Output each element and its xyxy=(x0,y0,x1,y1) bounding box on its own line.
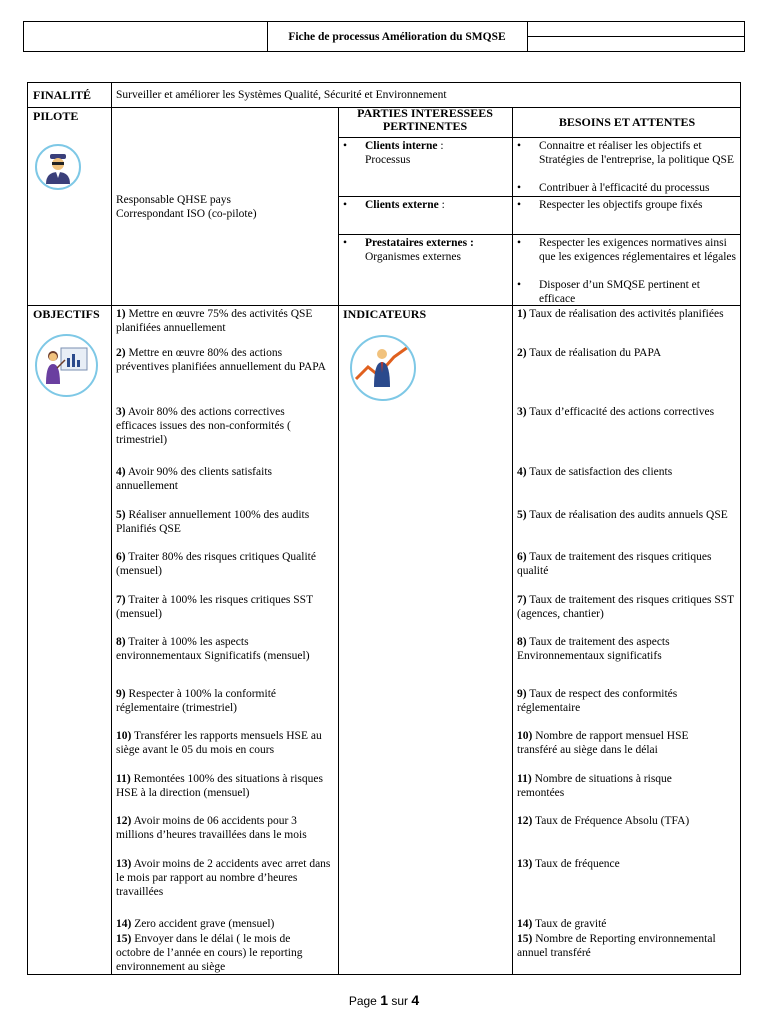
row-divider xyxy=(338,137,740,138)
row-divider xyxy=(338,196,740,197)
indicateur-item-8: 8) Taux de traitement des aspects Environnementaux significatifs xyxy=(517,636,670,662)
pilote-label: PILOTE xyxy=(33,109,79,123)
col-divider xyxy=(512,107,513,974)
indicateur-item-10: 10) Nombre de rapport mensuel HSE transféré au siège dans le délai xyxy=(517,730,689,756)
objectif-item-14: 14) Zero accident grave (mensuel) xyxy=(116,918,275,930)
objectif-item-5: 5) Réaliser annuellement 100% des audits Planifiés QSE xyxy=(116,509,310,535)
presentation-chart-icon xyxy=(35,334,98,397)
indicateur-item-2: 2) Taux de réalisation du PAPA xyxy=(517,347,662,359)
indicateur-item-15: 15) Nombre de Reporting environnemental annuel transféré xyxy=(517,933,716,959)
indicateur-item-11: 11) Nombre de situations à risque remontées xyxy=(517,773,672,799)
col-divider xyxy=(338,107,339,974)
indicateur-item-4: 4) Taux de satisfaction des clients xyxy=(517,466,673,478)
total-pages: 4 xyxy=(411,992,420,1008)
document-title: Fiche de processus Amélioration du SMQSE xyxy=(267,22,528,51)
objectif-item-1: 1) Mettre en œuvre 75% des activités QSE planifiées annuellement xyxy=(116,308,313,334)
indicateurs-label: INDICATEURS xyxy=(343,307,427,321)
objectif-item-11: 11) Remontées 100% des situations à risques HSE à la direction (mensuel) xyxy=(116,773,323,799)
process-table xyxy=(27,82,741,975)
current-page: 1 xyxy=(380,992,388,1008)
indicateur-item-12: 12) Taux de Fréquence Absolu (TFA) xyxy=(517,815,690,827)
partie-prestataires: • Prestataires externes : xyxy=(365,236,510,250)
partie-prestataires-detail: Organismes externes xyxy=(365,251,461,263)
document-header xyxy=(23,21,745,52)
pilote-line1: Responsable QHSE pays xyxy=(116,194,231,206)
indicateur-item-6: 6) Taux de traitement des risques critiques qualité xyxy=(517,551,712,577)
objectif-item-12: 12) Avoir moins de 06 accidents pour 3 millions d’heures travaillées dans le mois xyxy=(116,815,307,841)
partie-clients-externe: • Clients externe : xyxy=(365,198,505,212)
partie-clients-interne-detail: Processus xyxy=(365,154,411,166)
indicateur-item-13: 13) Taux de fréquence xyxy=(517,858,620,870)
objectif-item-2: 2) Mettre en œuvre 80% des actions préventives planifiées annuellement du PAPA xyxy=(116,347,326,373)
indicateur-item-3: 3) Taux d’efficacité des actions correctives xyxy=(517,406,715,418)
objectif-item-4: 4) Avoir 90% des clients satisfaits annuellement xyxy=(116,466,272,492)
pilot-avatar-icon xyxy=(35,144,81,190)
header-left-cell xyxy=(24,22,268,51)
objectif-item-13: 13) Avoir moins de 2 accidents avec arret dans le mois par rapport au nombre d’heures travaillées xyxy=(116,858,331,898)
objectif-item-8: 8) Traiter à 100% les aspects environnementaux Significatifs (mensuel) xyxy=(116,636,310,662)
indicateur-item-7: 7) Taux de traitement des risques critiques SST (agences, chantier) xyxy=(517,594,734,620)
growth-businessman-icon xyxy=(350,335,416,401)
objectif-item-10: 10) Transférer les rapports mensuels HSE au siège avant le 05 du mois en cours xyxy=(116,730,322,756)
besoin-item: • Respecter les objectifs groupe fixés xyxy=(539,198,735,212)
pilote-line2: Correspondant ISO (co-pilote) xyxy=(116,208,257,220)
objectif-item-9: 9) Respecter à 100% la conformité réglementaire (trimestriel) xyxy=(116,688,276,714)
header-right-divider xyxy=(528,36,744,37)
row-divider xyxy=(338,234,740,235)
indicateur-item-14: 14) Taux de gravité xyxy=(517,918,607,930)
partie-clients-interne: • Clients interne : xyxy=(365,139,505,153)
objectif-item-7: 7) Traiter à 100% les risques critiques SST (mensuel) xyxy=(116,594,313,620)
finalite-label: FINALITÉ xyxy=(33,88,92,102)
indicateur-item-9: 9) Taux de respect des conformités réglementaire xyxy=(517,688,678,714)
page-footer xyxy=(0,992,768,1008)
indicateur-item-1: 1) Taux de réalisation des activités planifiées xyxy=(517,308,724,320)
besoins-header: BESOINS ET ATTENTES xyxy=(558,115,696,129)
objectif-item-3: 3) Avoir 80% des actions correctives efficaces issues des non-conformités ( trimestriel) xyxy=(116,406,291,446)
finalite-text: Surveiller et améliorer les Systèmes Qualité, Sécurité et Environnement xyxy=(116,89,447,101)
page-word: Page xyxy=(348,994,377,1008)
besoin-item: • Respecter les exigences normatives ainsi que les exigences réglementaires et légales xyxy=(539,236,739,264)
parties-header: PARTIES INTERESSEES PERTINENTES xyxy=(357,106,493,133)
objectifs-label: OBJECTIFS xyxy=(33,307,100,321)
besoin-item: • Connaitre et réaliser les objectifs et Stratégies de l'entreprise, la politique QSE xyxy=(539,139,735,167)
besoin-item: • Disposer d’un SMQSE pertinent et efficace xyxy=(539,278,735,306)
objectif-item-15: 15) Envoyer dans le délai ( le mois de octobre de l’année en cours) le reporting environnement au siège xyxy=(116,933,303,973)
objectif-item-6: 6) Traiter 80% des risques critiques Qualité (mensuel) xyxy=(116,551,316,577)
col-divider xyxy=(111,83,112,974)
indicateur-item-5: 5) Taux de réalisation des audits annuels QSE xyxy=(517,509,728,521)
sur-word: sur xyxy=(391,994,409,1008)
besoin-item: • Contribuer à l'efficacité du processus xyxy=(539,181,735,195)
